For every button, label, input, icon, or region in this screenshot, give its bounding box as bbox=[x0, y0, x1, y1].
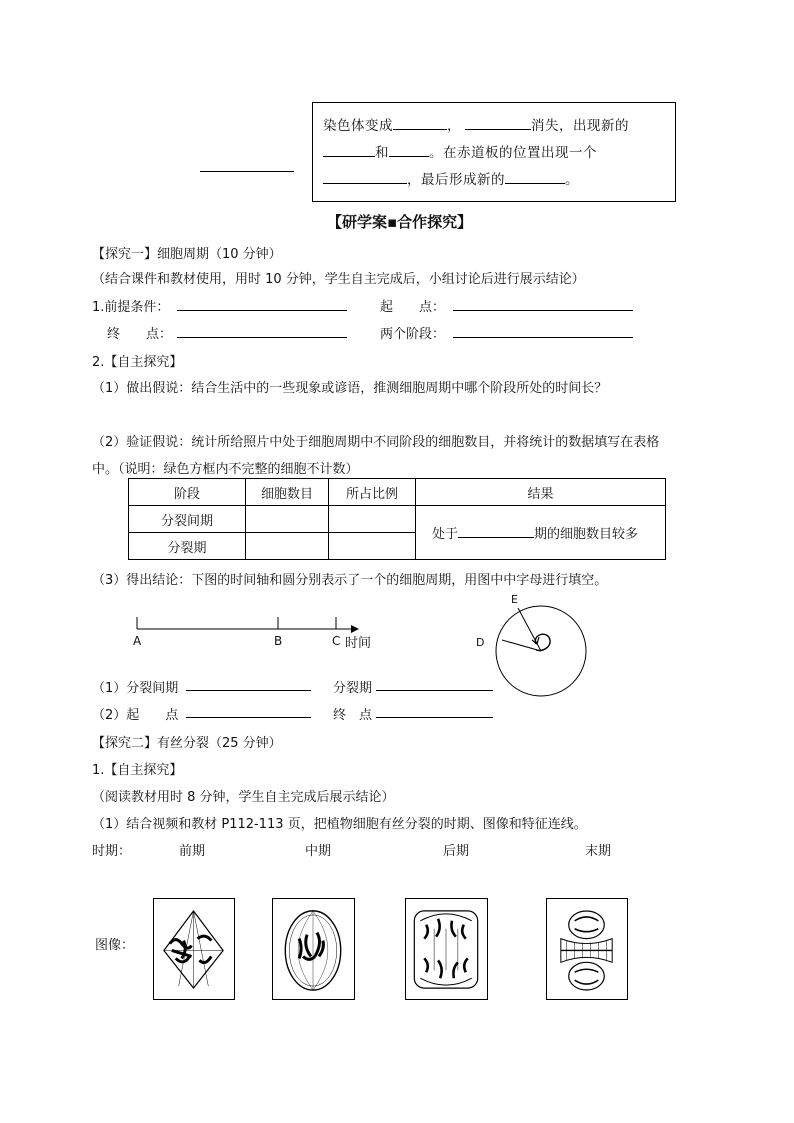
metaphase-image[interactable] bbox=[272, 898, 355, 1000]
blank[interactable] bbox=[389, 142, 429, 157]
fill-interphase-blank[interactable] bbox=[186, 690, 311, 691]
explore2-q1-heading: 1.【自主探究】 bbox=[92, 763, 183, 778]
period-prophase[interactable]: 前期 bbox=[179, 844, 206, 859]
table-cell-stage: 分裂间期 bbox=[129, 506, 246, 533]
q2-heading: 2.【自主探究】 bbox=[92, 355, 183, 370]
start-blank[interactable] bbox=[453, 310, 633, 311]
cell-cycle-circle bbox=[488, 600, 598, 706]
premise-label: 1.前提条件： bbox=[92, 300, 170, 315]
hypothesis-text: （1）做出假说：结合生活中的一些现象或谚语，推测细胞周期中哪个阶段所处的时间长？ bbox=[92, 381, 608, 396]
explore1-note: （结合课件和教材使用，用时 10 分钟，学生自主完成后，小组讨论后进行展示结论） bbox=[92, 272, 585, 287]
result-blank[interactable] bbox=[458, 523, 534, 538]
anaphase-cell-icon bbox=[406, 899, 486, 998]
metaphase-cell-icon bbox=[273, 899, 353, 998]
table-cell-stage: 分裂期 bbox=[129, 533, 246, 560]
explore2-heading: 【探究二】有丝分裂（25 分钟） bbox=[92, 736, 282, 751]
fill-start-blank[interactable] bbox=[186, 717, 311, 718]
table-header: 阶段 bbox=[129, 479, 246, 506]
end-blank[interactable] bbox=[177, 337, 347, 338]
prophase-image[interactable] bbox=[153, 898, 235, 1000]
period-anaphase[interactable]: 后期 bbox=[443, 844, 470, 859]
telophase-cell-icon bbox=[547, 899, 626, 998]
period-telophase[interactable]: 末期 bbox=[585, 844, 612, 859]
telophase-image[interactable] bbox=[546, 898, 628, 1000]
explore2-note: （阅读教材用时 8 分钟，学生自主完成后展示结论） bbox=[92, 790, 395, 805]
table-cell-input[interactable] bbox=[329, 533, 416, 560]
summary-box bbox=[312, 102, 676, 202]
fill-mitosis-blank[interactable] bbox=[376, 690, 493, 691]
period-metaphase[interactable]: 中期 bbox=[305, 844, 332, 859]
axis-label-b: B bbox=[274, 634, 283, 648]
table-header: 所占比例 bbox=[329, 479, 416, 506]
section-title: 【研学案▪合作探究】 bbox=[327, 213, 473, 231]
table-cell-input[interactable] bbox=[246, 533, 329, 560]
table-cell-result: 处于 期的细胞数目较多 bbox=[416, 506, 666, 560]
stages-label: 两个阶段： bbox=[380, 327, 446, 342]
axis-time-label: 时间 bbox=[345, 636, 372, 651]
premise-blank[interactable] bbox=[177, 310, 347, 311]
conclusion-text: （3）得出结论：下图的时间轴和圆分别表示了一个的细胞周期，用图中中字母进行填空。 bbox=[92, 573, 608, 588]
table-row bbox=[129, 506, 666, 533]
blank[interactable] bbox=[465, 115, 531, 130]
summary-line-1: 染色体变成 ， 消失，出现新的 bbox=[323, 114, 629, 134]
table-header: 细胞数目 bbox=[246, 479, 329, 506]
stages-blank[interactable] bbox=[453, 337, 633, 338]
anaphase-image[interactable] bbox=[405, 898, 488, 1000]
circle-label-e: E bbox=[511, 593, 518, 606]
blank[interactable] bbox=[393, 115, 447, 130]
radius-e bbox=[518, 608, 541, 651]
fill-start-label: （2）起 点 bbox=[92, 708, 179, 723]
blank[interactable] bbox=[323, 169, 407, 184]
verify-text-2: 中。（说明：绿色方框内不完整的细胞不计数） bbox=[92, 462, 359, 477]
end-label: 终 点： bbox=[107, 327, 173, 342]
table-cell-input[interactable] bbox=[246, 506, 329, 533]
verify-text-1: （2）验证假说：统计所给照片中处于细胞周期中不同阶段的细胞数目，并将统计的数据填写在表格 bbox=[92, 435, 660, 450]
cell-count-table bbox=[128, 478, 666, 560]
prophase-cell-icon bbox=[154, 899, 233, 998]
explore1-heading: 【探究一】细胞周期（10 分钟） bbox=[92, 247, 282, 262]
table-cell-input[interactable] bbox=[329, 506, 416, 533]
top-left-blank-line bbox=[200, 171, 294, 172]
explore2-task: （1）结合视频和教材 P112-113 页，把植物细胞有丝分裂的时期、图像和特征连线。 bbox=[92, 817, 587, 832]
summary-line-2: 和 。在赤道板的位置出现一个 bbox=[323, 141, 597, 161]
fill-interphase-label: （1）分裂间期 bbox=[92, 681, 179, 696]
table-header-row bbox=[129, 479, 666, 506]
start-label: 起 点： bbox=[380, 300, 446, 315]
fill-end-label: 终 点 bbox=[333, 708, 373, 723]
fill-mitosis-label: 分裂期 bbox=[333, 681, 373, 696]
table-header: 结果 bbox=[416, 479, 666, 506]
axis-label-c: C bbox=[332, 634, 341, 648]
fill-end-blank[interactable] bbox=[376, 717, 493, 718]
blank[interactable] bbox=[323, 142, 375, 157]
period-label: 时期： bbox=[92, 844, 132, 859]
image-label: 图像： bbox=[95, 938, 135, 953]
summary-line-3: ，最后形成新的 。 bbox=[323, 168, 579, 188]
blank[interactable] bbox=[505, 169, 565, 184]
circle-label-d: D bbox=[476, 636, 485, 649]
axis-label-a: A bbox=[133, 634, 142, 648]
